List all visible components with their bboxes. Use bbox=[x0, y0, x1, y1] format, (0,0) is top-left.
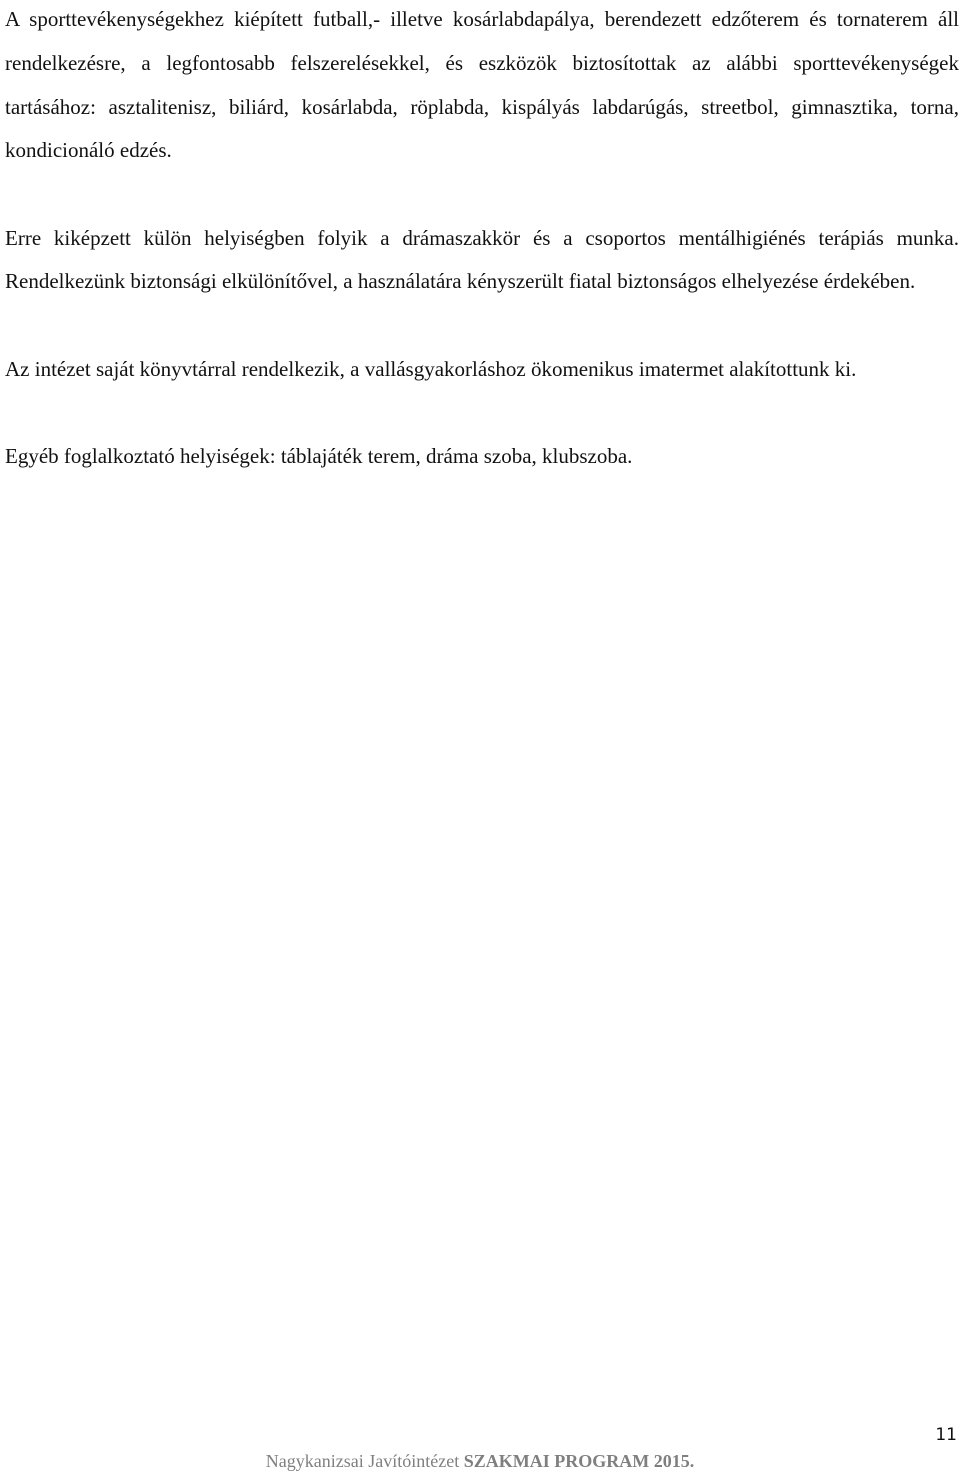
paragraph-other-rooms: Egyéb foglalkoztató helyiségek: táblajáték terem, dráma szoba, klubszoba. bbox=[5, 444, 633, 469]
page-footer bbox=[0, 1449, 960, 1473]
footer-program-title: SZAKMAI PROGRAM 2015. bbox=[463, 1451, 695, 1471]
paragraph-drama-and-therapy: Erre kiképzett külön helyiségben folyik a drámaszakkör és a csoportos mentálhigiénés terápiás munka. Rendelkezünk biztonsági elkülönítővel, a használatára kényszerült fiatal biztonságos elhelyezése érdekében. bbox=[5, 225, 959, 294]
page-number: 11 bbox=[935, 1425, 957, 1445]
paragraph-library-and-prayer-room: Az intézet saját könyvtárral rendelkezik, a vallásgyakorláshoz ökomenikus imatermet alakítottunk ki. bbox=[5, 356, 857, 381]
document-body bbox=[5, 0, 959, 479]
footer-institution: Nagykanizsai Javítóintézet bbox=[265, 1451, 464, 1471]
paragraph-sports-facilities: A sporttevékenységekhez kiépített futball,- illetve kosárlabdapálya, berendezett edzőterem és tornaterem áll rendelkezésre, a legfontosabb felszerelésekkel, és eszközök biztosítottak az alábbi sporttevékenységek tartásához: asztalitenisz, biliárd, kosárlabda, röplabda, kispályás labdarúgás, streetbol, gimnasztika, torna, kondicionáló edzés. bbox=[5, 7, 959, 163]
